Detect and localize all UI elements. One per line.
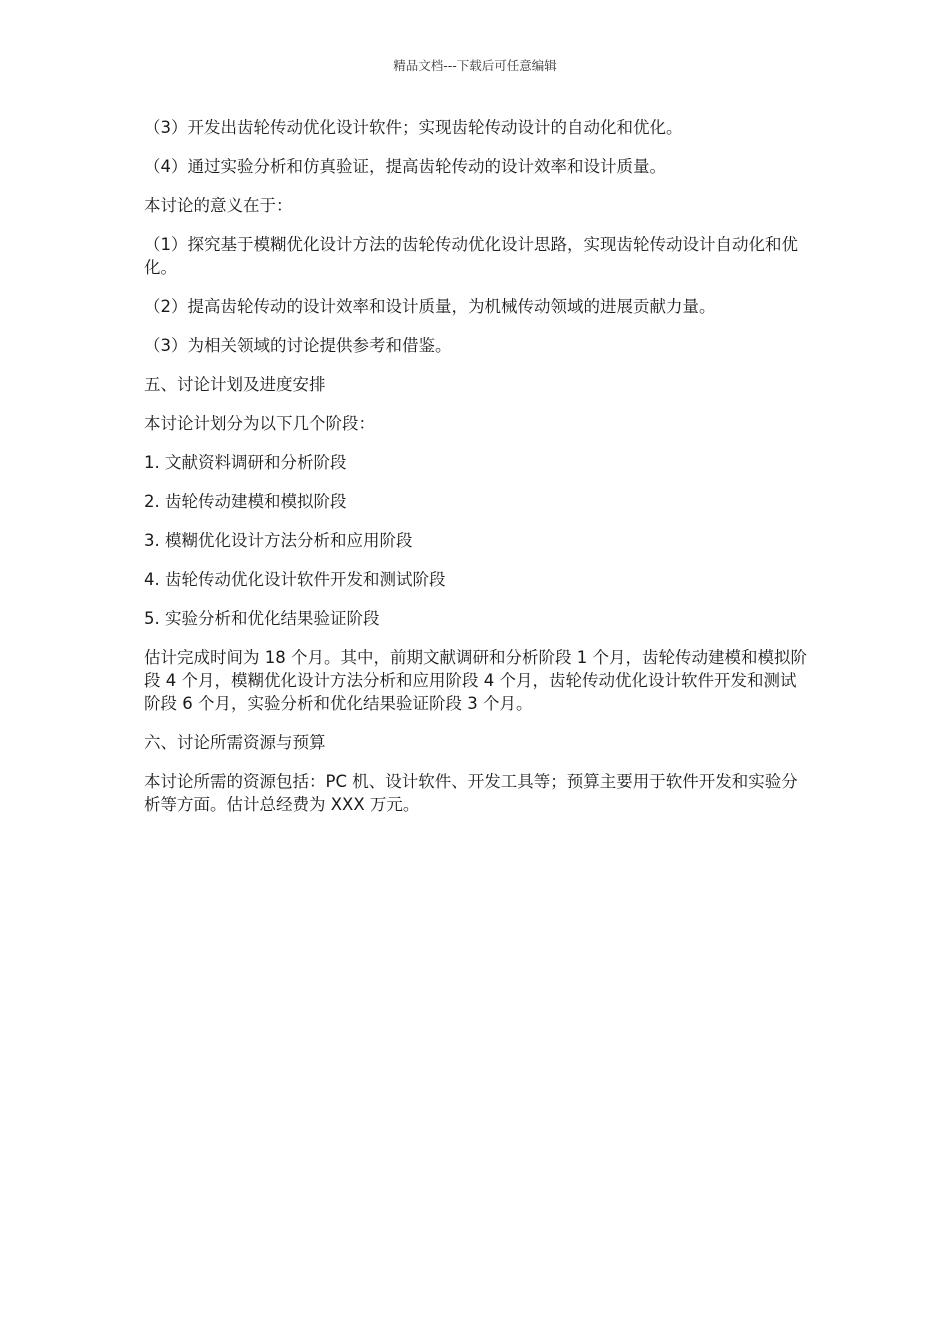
list-item-stage-3: 3. 模糊优化设计方法分析和应用阶段	[144, 531, 413, 550]
paragraph-goal-4: （4）通过实验分析和仿真验证，提高齿轮传动的设计效率和设计质量。	[144, 157, 666, 176]
page-header: 精品文档---下载后可任意编辑	[393, 58, 557, 73]
list-item-stage-5: 5. 实验分析和优化结果验证阶段	[144, 609, 380, 628]
paragraph-significance-intro: 本讨论的意义在于：	[144, 196, 293, 215]
paragraph-plan-intro: 本讨论计划分为以下几个阶段：	[144, 414, 375, 433]
paragraph-significance-1: （1）探究基于模糊优化设计方法的齿轮传动优化设计思路，实现齿轮传动设计自动化和优化。	[144, 235, 798, 277]
list-item-stage-1: 1. 文献资料调研和分析阶段	[144, 453, 347, 472]
paragraph-significance-3: （3）为相关领域的讨论提供参考和借鉴。	[144, 336, 452, 355]
paragraph-goal-3: （3）开发出齿轮传动优化设计软件；实现齿轮传动设计的自动化和优化。	[144, 118, 683, 137]
paragraph-timeline: 估计完成时间为 18 个月。其中，前期文献调研和分析阶段 1 个月，齿轮传动建模和模拟阶段 4 个月，模糊优化设计方法分析和应用阶段 4 个月，齿轮传动优化设计软件开发和测试阶段 6 个月，实验分析和优化结果验证阶段 3 个月。	[144, 648, 807, 713]
section-heading-plan: 五、讨论计划及进度安排	[144, 375, 326, 394]
paragraph-significance-2: （2）提高齿轮传动的设计效率和设计质量，为机械传动领域的进展贡献力量。	[144, 297, 716, 316]
document-body	[144, 116, 812, 832]
list-item-stage-2: 2. 齿轮传动建模和模拟阶段	[144, 492, 347, 511]
paragraph-resources: 本讨论所需的资源包括：PC 机、设计软件、开发工具等；预算主要用于软件开发和实验分析等方面。估计总经费为 XXX 万元。	[144, 772, 798, 814]
list-item-stage-4: 4. 齿轮传动优化设计软件开发和测试阶段	[144, 570, 446, 589]
section-heading-resources: 六、讨论所需资源与预算	[144, 733, 326, 752]
